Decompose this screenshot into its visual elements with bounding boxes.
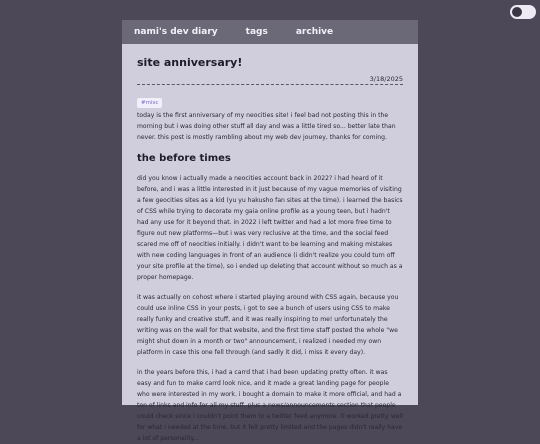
scrollbar[interactable] [415,44,418,405]
tag-chip-misc[interactable]: #misc [137,98,162,108]
post-date: 3/18/2025 [137,75,403,85]
theme-toggle[interactable] [510,5,536,19]
body-paragraph: it was actually on cohost where i started playing around with CSS again, because you could use inline CSS in your posts, i got to see a bunch of users using CSS to make really funky and creative stuff, and it was really inspiring to me! unfortunately the writing was on the wall for that website, and the first time staff posted the whole "we might shut down in a month or two" announcement, i realized i needed my own platform in case this one fell through (and sadly it did, i miss it every day). [137,294,399,356]
body-paragraph: did you know i actually made a neocities account back in 2022? i had heard of it before, and i was a little interested in it just because of my vague memories of visiting a few geocities sites as a kid (yu yu hakusho fan sites at the time). i learned the basics of CSS while trying to decorate my gaia online profile as a young teen, but i hadn't had any use for it beyond that. in 2022 i left twitter and had a lot more free time to figure out new platforms—but i was very reclusive at the time, and the social feed scared me off of neocities initially. i didn't want to be learning and making mistakes with new coding languages in front of an audience (i didn't realize you could turn off your site profile at the time), so i ended up deleting that account without so much as a proper homepage. [137,175,403,281]
post-content [122,56,418,444]
site-window [122,20,418,442]
nav-link-home[interactable]: nami's dev diary [134,27,218,37]
toggle-knob [512,7,522,17]
nav-link-tags[interactable]: tags [245,27,268,37]
intro-paragraph: today is the first anniversary of my neocities site! i feel bad not posting this in the morning but i was doing other stuff all day and was a little tired so... better late than never. this post is mostly rambling about my web dev journey, thanks for coming. [137,112,396,141]
section-heading: the before times [137,153,231,164]
nav-link-archive[interactable]: archive [295,27,334,37]
body-paragraph: in the years before this, i had a carrd that i had been updating pretty often. it was easy and fun to make carrd look nice, and it made a great landing page for people who were interested in my work. i bought a domain to make it more official, and had a ton of links and info for all my stuff, plus a news/announcements section that people could check since i couldn't point them to a twitter feed anymore. it worked pretty well for what i needed at the time, but it felt pretty limited and the pages didn't really have a lot of personality... [137,369,403,442]
post-title: site anniversary! [137,56,243,69]
top-nav [122,20,418,44]
tag-row [137,89,403,106]
